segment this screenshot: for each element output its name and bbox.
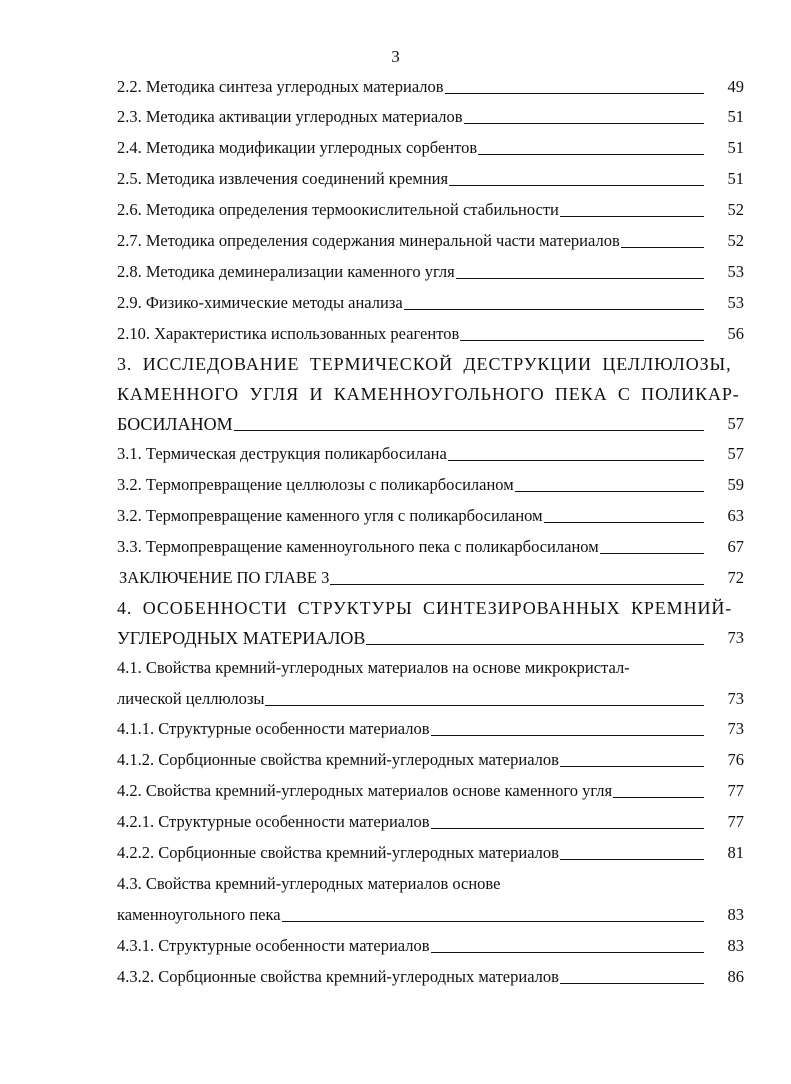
toc-page-number: 83	[727, 905, 744, 924]
toc-leader-line	[544, 522, 704, 523]
toc-page-number: 73	[727, 628, 744, 647]
toc-page-number: 53	[727, 293, 744, 312]
toc-entry	[117, 718, 704, 740]
toc-entry	[117, 230, 704, 252]
toc-entry	[117, 904, 704, 926]
toc-entry	[117, 749, 704, 771]
toc-entry-title: 4.2.1. Структурные особенности материалов	[117, 812, 430, 831]
toc-entry-title: 4.3.2. Сорбционные свойства кремний-углеродных материалов	[117, 967, 559, 986]
toc-page-number: 49	[727, 77, 744, 96]
toc-leader-line	[282, 921, 704, 922]
toc-page-number: 73	[727, 719, 744, 738]
toc-leader-line	[600, 553, 704, 554]
toc-page-number: 59	[727, 475, 744, 494]
toc-entry-title: 2.9. Физико-химические методы анализа	[117, 293, 403, 312]
toc-entry-title: ЗАКЛЮЧЕНИЕ ПО ГЛАВЕ 3	[119, 568, 330, 587]
toc-entry-title: 4.2.2. Сорбционные свойства кремний-углеродных материалов	[117, 843, 559, 862]
toc-entry-title: 4.3. Свойства кремний-углеродных материалов основе	[117, 874, 501, 893]
toc-entry	[117, 935, 704, 957]
toc-page-number: 77	[727, 812, 744, 831]
toc-page-number: 52	[727, 231, 744, 250]
toc-entry-title: каменноугольного пека	[117, 905, 281, 924]
toc-entry-title: 4.1. Свойства кремний-углеродных материалов на основе микрокристал-	[117, 658, 630, 677]
toc-entry	[117, 536, 704, 558]
toc-entry	[117, 261, 704, 283]
toc-page-number: 67	[727, 537, 744, 556]
toc-entry-title: 3.1. Термическая деструкция поликарбосилана	[117, 444, 447, 463]
toc-entry-title: 4.3.1. Структурные особенности материалов	[117, 936, 430, 955]
toc-entry-title: УГЛЕРОДНЫХ МАТЕРИАЛОВ	[117, 628, 366, 648]
toc-entry-title: 2.3. Методика активации углеродных материалов	[117, 107, 463, 126]
toc-entry	[117, 474, 704, 496]
toc-entry-title: 3. ИССЛЕДОВАНИЕ ТЕРМИЧЕСКОЙ ДЕСТРУКЦИИ ЦЕЛЛЮЛОЗЫ,	[117, 354, 732, 374]
toc-page-number: 83	[727, 936, 744, 955]
toc-entry	[117, 966, 704, 988]
toc-entry	[117, 199, 704, 221]
toc-entry	[117, 567, 704, 589]
toc-entry-title: 2.8. Методика деминерализации каменного угля	[117, 262, 455, 281]
toc-entry	[117, 323, 704, 345]
toc-leader-line	[460, 340, 704, 341]
toc-page-number: 86	[727, 967, 744, 986]
toc-entry-title: 2.2. Методика синтеза углеродных материалов	[117, 77, 444, 96]
toc-entry	[117, 383, 740, 405]
toc-page-number: 51	[727, 107, 744, 126]
toc-entry	[117, 76, 704, 98]
toc-leader-line	[404, 309, 704, 310]
toc-entry-title: 2.6. Методика определения термоокислительной стабильности	[117, 200, 559, 219]
toc-page-number: 72	[727, 568, 744, 587]
toc-entry	[117, 597, 733, 619]
toc-page-number: 81	[727, 843, 744, 862]
toc-leader-line	[445, 93, 704, 94]
toc-entry-title: лической целлюлозы	[117, 689, 265, 708]
toc-entry-title: 3.3. Термопревращение каменноугольного пека с поликарбосиланом	[117, 537, 599, 556]
toc-leader-line	[449, 185, 704, 186]
toc-leader-line	[560, 983, 704, 984]
toc-entry	[117, 505, 704, 527]
toc-leader-line	[330, 584, 704, 585]
toc-leader-line	[613, 797, 704, 798]
toc-entry-title: 4.1.1. Структурные особенности материалов	[117, 719, 430, 738]
toc-entry	[117, 168, 704, 190]
toc-entry-title: 2.10. Характеристика использованных реагентов	[117, 324, 460, 343]
toc-entry	[117, 413, 704, 435]
toc-page-number: 51	[727, 138, 744, 157]
toc-entry-title: БОСИЛАНОМ	[117, 414, 233, 434]
toc-leader-line	[621, 247, 704, 248]
toc-entry-title: 2.4. Методика модификации углеродных сорбентов	[117, 138, 478, 157]
toc-entry	[117, 688, 704, 710]
toc-entry	[117, 137, 704, 159]
toc-leader-line	[464, 123, 704, 124]
toc-entry-title: 4.1.2. Сорбционные свойства кремний-углеродных материалов	[117, 750, 559, 769]
toc-entry	[117, 443, 704, 465]
toc-leader-line	[234, 430, 704, 431]
toc-page-number: 51	[727, 169, 744, 188]
toc-entry	[117, 873, 704, 895]
toc-leader-line	[560, 766, 704, 767]
toc-leader-line	[560, 859, 704, 860]
toc-leader-line	[448, 460, 704, 461]
toc-entry-title: КАМЕННОГО УГЛЯ И КАМЕННОУГОЛЬНОГО ПЕКА С ПОЛИКАР-	[117, 384, 740, 404]
toc-entry-title: 3.2. Термопревращение целлюлозы с поликарбосиланом	[117, 475, 514, 494]
toc-entry-title: 3.2. Термопревращение каменного угля с поликарбосиланом	[117, 506, 543, 525]
toc-entry	[117, 106, 704, 128]
toc-entry-title: 4.2. Свойства кремний-углеродных материалов основе каменного угля	[117, 781, 613, 800]
toc-entry	[117, 353, 732, 375]
toc-entry	[117, 780, 704, 802]
toc-page-number: 76	[727, 750, 744, 769]
toc-leader-line	[366, 644, 704, 645]
toc-leader-line	[265, 705, 704, 706]
toc-page-number: 63	[727, 506, 744, 525]
toc-entry	[117, 627, 704, 649]
toc-entry	[117, 657, 704, 679]
toc-page-number: 77	[727, 781, 744, 800]
toc-leader-line	[431, 828, 704, 829]
toc-entry	[117, 292, 704, 314]
toc-leader-line	[456, 278, 704, 279]
toc-entry-title: 2.5. Методика извлечения соединений кремния	[117, 169, 449, 188]
toc-entry-title: 2.7. Методика определения содержания минеральной части материалов	[117, 231, 620, 250]
toc-page-number: 56	[727, 324, 744, 343]
toc-leader-line	[431, 952, 704, 953]
toc-page-number: 53	[727, 262, 744, 281]
toc-entry-title: 4. ОСОБЕННОСТИ СТРУКТУРЫ СИНТЕЗИРОВАННЫХ КРЕМНИЙ-	[117, 598, 733, 618]
toc-entry	[117, 842, 704, 864]
toc-page-number: 57	[727, 414, 744, 433]
toc-leader-line	[478, 154, 704, 155]
toc-page-number: 52	[727, 200, 744, 219]
toc-entry	[117, 811, 704, 833]
page-number: 3	[391, 47, 400, 66]
toc-leader-line	[560, 216, 704, 217]
toc-leader-line	[515, 491, 704, 492]
toc-page-number: 57	[727, 444, 744, 463]
toc-leader-line	[431, 735, 704, 736]
toc-page-number: 73	[727, 689, 744, 708]
